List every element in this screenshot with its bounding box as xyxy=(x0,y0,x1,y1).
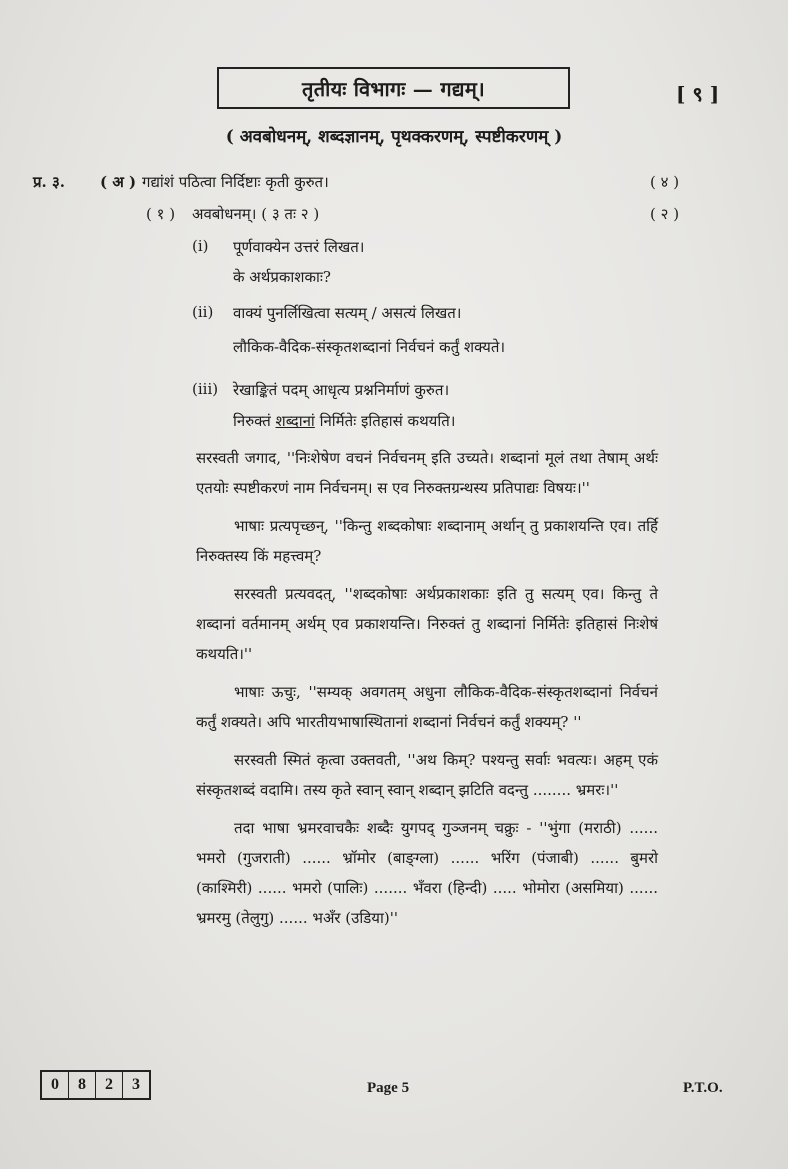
part-instruction: गद्यांशं पठित्वा निर्दिष्टाः कृती कुरुत। xyxy=(142,173,329,191)
section-title: तृतीयः विभागः — गद्यम्। xyxy=(302,76,485,101)
item-label: (iii) xyxy=(192,380,219,398)
code-digit: 3 xyxy=(132,1076,140,1093)
passage-paragraph: सरस्वती जगाद, ''निःशेषेण वचनं निर्वचनम् इति उच्यते। शब्दानां मूलं तथा तेषाम् अर्थः एतयोः स्पष्टीकरणं नाम निर्वचनम्। स एव निरुक्तग्रन्थस्य प्रतिपाद्यः विषयः।'' xyxy=(196,449,658,497)
passage-paragraph: सरस्वती प्रत्यवदत्, ''शब्दकोषाः अर्थप्रकाशकाः इति तु सत्यम् एव। किन्तु ते शब्दानां वर्तमानम् अर्थम् एव प्रकाशयन्ति। निरुक्तं तु शब्दानां निर्मितेः इतिहासं निःशेषं कथयति।'' xyxy=(196,585,658,663)
code-digit: 8 xyxy=(69,1072,96,1098)
passage xyxy=(196,443,658,933)
sub-question-text: अवबोधनम्। ( ३ तः २ ) xyxy=(192,205,320,223)
passage-paragraph: तदा भाषा भ्रमरवाचकैः शब्दैः युगपद् गुञ्जनम् चक्रुः - ''भुंगा (मराठी) ...... भमरो (गुजराती) ...... भ्रॉमोर (बाङ्ग्ला) ...... भरिंग (पंजाबी) ...... बुमरो (काश्मिरी) ...... भमरो (पालिः) ....... भँवरा (हिन्दी) ..... भोमोरा (असमिया) ...... भ्रमरमु (तेलुगु) ...... भअँर (उडिया)'' xyxy=(196,819,658,927)
code-digit: 2 xyxy=(96,1072,123,1098)
sub-question-marks: ( २ ) xyxy=(650,205,680,223)
pto-label: P.T.O. xyxy=(683,1080,723,1096)
item-detail xyxy=(233,411,455,431)
part-label: ( अ ) xyxy=(100,173,137,191)
detail-text: निरुक्तं xyxy=(233,412,276,430)
passage-paragraph: भाषाः ऊचुः, ''सम्यक् अवगतम् अधुना लौकिक-वैदिक-संस्कृतशब्दानां निर्वचनं कर्तुं शक्यते। अपि भारतीयभाषास्थितानां शब्दानां निर्वचनं कर्तुं शक्यम्? '' xyxy=(196,683,658,731)
code-digit: 0 xyxy=(42,1072,69,1098)
question-number: प्र. ३. xyxy=(33,173,66,191)
section-title-box xyxy=(217,67,570,109)
passage-paragraph: सरस्वती स्मितं कृत्वा उक्तवती, ''अथ किम्? पश्यन्तु सर्वाः भवत्यः। अहम् एकं संस्कृतशब्दं वदामि। तस्य कृते स्वान् स्वान् शब्दान् झटिति वदन्तु ........ भ्रमरः।'' xyxy=(196,751,658,799)
section-subtitle: ( अवबोधनम्, शब्दज्ञानम्, पृथक्करणम्, स्पष्टीकरणम् ) xyxy=(225,127,563,147)
item-instruction: रेखाङ्कितं पदम् आधृत्य प्रश्ननिर्माणं कुरुत। xyxy=(233,381,450,399)
sub-question-label: ( १ ) xyxy=(146,205,176,223)
paper-code xyxy=(40,1070,151,1100)
item-label: (i) xyxy=(192,237,209,255)
page-number: Page 5 xyxy=(367,1080,410,1096)
item-instruction: वाक्यं पुनर्लिखित्वा सत्यम् / असत्यं लिखत। xyxy=(233,304,462,322)
detail-text: निर्मितेः इतिहासं कथयति। xyxy=(314,412,456,430)
item-instruction: पूर्णवाक्येन उत्तरं लिखत। xyxy=(233,238,365,256)
underlined-word: शब्दानां xyxy=(275,412,315,430)
item-label: (ii) xyxy=(192,303,214,321)
part-marks: ( ४ ) xyxy=(650,173,680,191)
passage-paragraph: भाषाः प्रत्यपृच्छन्, ''किन्तु शब्दकोषाः शब्दानाम् अर्थान् तु प्रकाशयन्ति एव। तर्हि निरुक्तस्य किं महत्त्वम्? xyxy=(196,517,658,565)
item-detail: लौकिक-वैदिक-संस्कृतशब्दानां निर्वचनं कर्तुं शक्यते। xyxy=(233,338,506,356)
item-detail: के अर्थप्रकाशकाः? xyxy=(233,268,331,286)
section-marks: [ ९ ] xyxy=(676,82,720,106)
